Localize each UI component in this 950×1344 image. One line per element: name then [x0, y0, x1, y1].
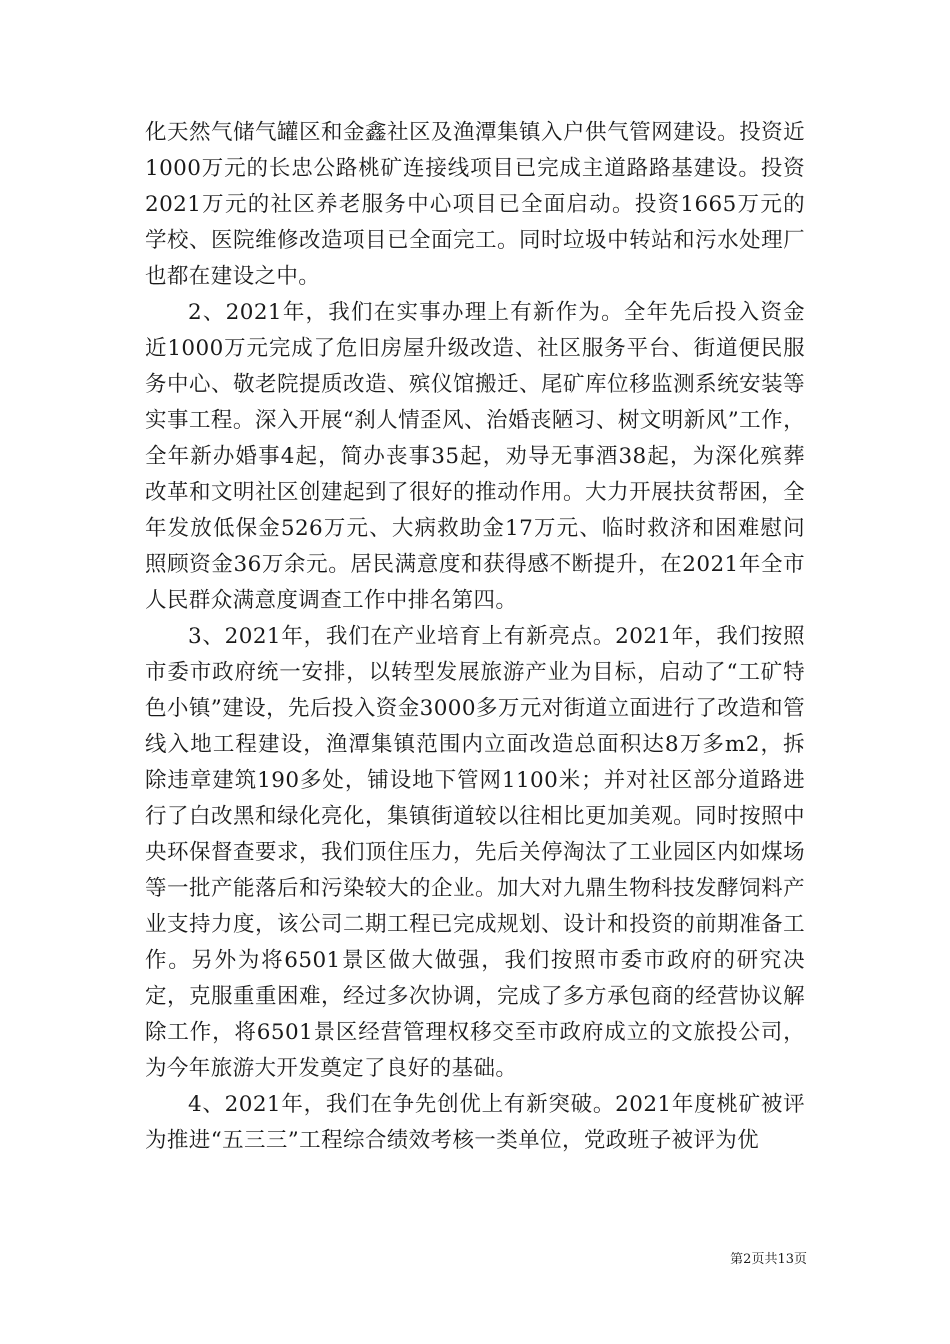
paragraph-item-3: 3、2021年，我们在产业培育上有新亮点。2021年，我们按照市委市政府统一安排，以转型发展旅游产业为目标，启动了“工矿特色小镇”建设，先后投入资金3000多万元对街道立面进行了改造和管线入地工程建设，渔潭集镇范围内立面改造总面积达8万多m2，拆除违章建筑190多处，铺设地下管网1100米；并对社区部分道路进行了白改黑和绿化亮化，集镇街道较以往相比更加美观。同时按照中央环保督查要求，我们顶住压力，先后关停淘汰了工业园区内如煤场等一批产能落后和污染较大的企业。加大对九鼎生物科技发酵饲料产业支持力度，该公司二期工程已完成规划、设计和投资的前期准备工作。另外为将6501景区做大做强，我们按照市委市政府的研究决定，克服重重困难，经过多次协调，完成了多方承包商的经营协议解除工作，将6501景区经营管理权移交至市政府成立的文旅投公司，为今年旅游大开发奠定了良好的基础。	[145, 624, 805, 1081]
document-body	[145, 115, 805, 1159]
paragraph-item-2: 2、2021年，我们在实事办理上有新作为。全年先后投入资金近1000万元完成了危旧房屋升级改造、社区服务平台、街道便民服务中心、敬老院提质改造、殡仪馆搬迁、尾矿库位移监测系统安装等实事工程。深入开展“刹人情歪风、治婚丧陋习、树文明新风”工作，全年新办婚事4起，简办丧事35起，劝导无事酒38起，为深化殡葬改革和文明社区创建起到了很好的推动作用。大力开展扶贫帮困，全年发放低保金526万元、大病救助金17万元、临时救济和困难慰问照顾资金36万余元。居民满意度和获得感不断提升，在2021年全市人民群众满意度调查工作中排名第四。	[145, 300, 805, 613]
paragraph-item-4: 4、2021年，我们在争先创优上有新突破。2021年度桃矿被评为推进“五三三”工程综合绩效考核一类单位，党政班子被评为优	[145, 1092, 805, 1153]
page-number-footer: 第2页共13页	[730, 1252, 807, 1267]
paragraph-continuation: 化天然气储气罐区和金鑫社区及渔潭集镇入户供气管网建设。投资近1000万元的长忠公路桃矿连接线项目已完成主道路路基建设。投资2021万元的社区养老服务中心项目已全面启动。投资1665万元的学校、医院维修改造项目已全面完工。同时垃圾中转站和污水处理厂也都在建设之中。	[145, 120, 805, 289]
